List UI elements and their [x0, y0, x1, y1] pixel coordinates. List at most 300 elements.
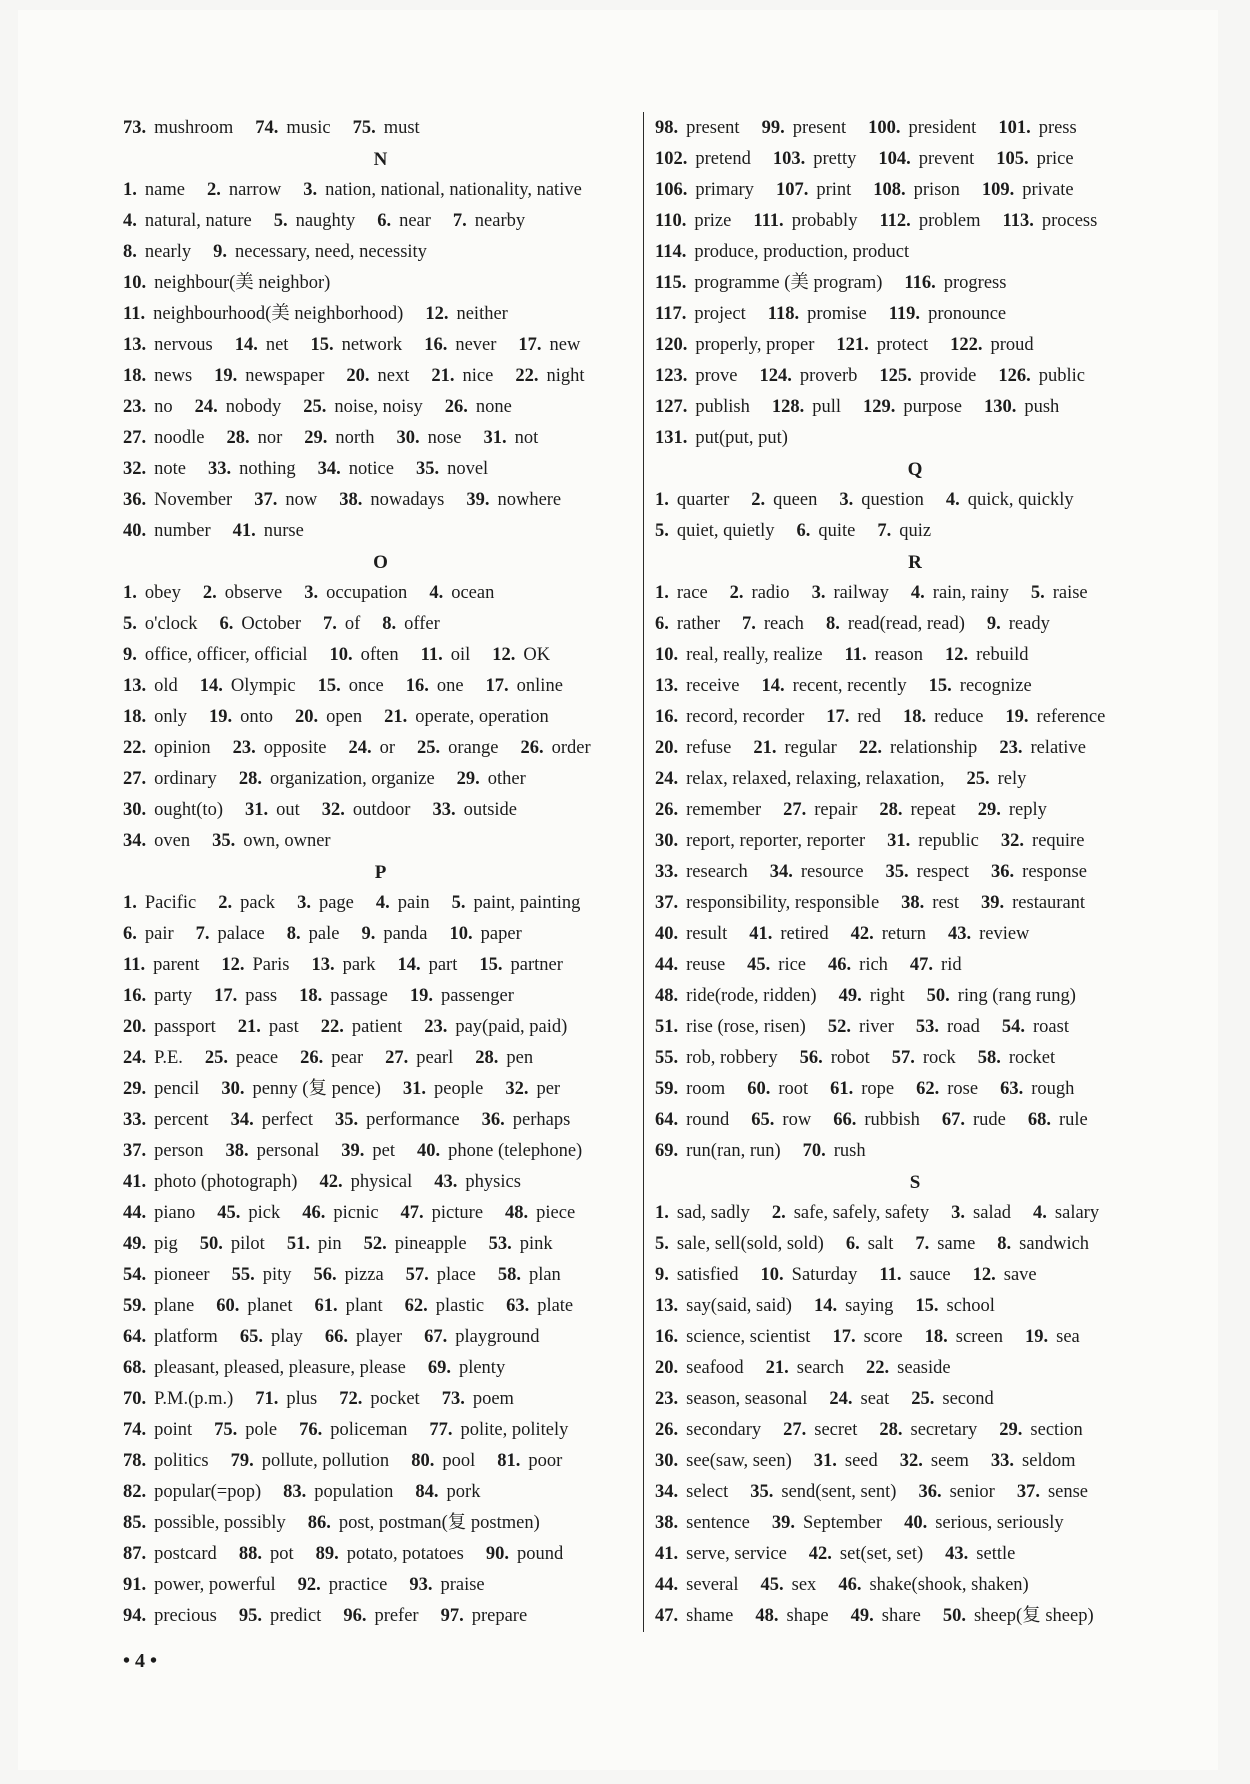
- entry-number: 25.: [911, 1389, 935, 1409]
- entry-word: online: [516, 676, 563, 696]
- vocabulary-entry: [316, 1544, 464, 1564]
- entry-number: 17.: [518, 335, 542, 355]
- entry-word: rely: [997, 769, 1027, 789]
- entry-word: pet: [372, 1141, 395, 1161]
- entry-word: score: [863, 1327, 903, 1347]
- entry-number: 30.: [655, 1451, 679, 1471]
- entry-number: 33.: [123, 1110, 147, 1130]
- vocabulary-entry: [329, 645, 398, 665]
- entry-word: second: [942, 1389, 994, 1409]
- vocabulary-entry: [833, 1110, 920, 1130]
- vocabulary-entry: [209, 707, 273, 727]
- entry-number: 78.: [123, 1451, 147, 1471]
- entry-word: rose: [947, 1079, 979, 1099]
- vocabulary-line: [123, 1601, 638, 1632]
- vocabulary-entry: [220, 614, 301, 634]
- vocabulary-entry: [911, 1389, 994, 1409]
- vocabulary-entry: [200, 676, 296, 696]
- vocabulary-line: [655, 919, 1175, 950]
- vocabulary-line: [123, 578, 638, 609]
- entry-word: restaurant: [1012, 893, 1086, 913]
- vocabulary-entry: [434, 1172, 521, 1192]
- entry-word: possible, possibly: [154, 1513, 286, 1533]
- vocabulary-entry: [195, 397, 282, 417]
- vocabulary-entry: [123, 1451, 209, 1471]
- entry-word: personal: [256, 1141, 320, 1161]
- vocabulary-entry: [255, 118, 330, 138]
- vocabulary-line: [123, 795, 638, 826]
- vocabulary-line: [655, 1291, 1175, 1322]
- entry-word: night: [546, 366, 585, 386]
- entry-number: 48.: [755, 1606, 779, 1626]
- vocabulary-entry: [123, 1265, 210, 1285]
- vocabulary-line: [123, 1136, 638, 1167]
- entry-number: 4.: [429, 583, 444, 603]
- vocabulary-entry: [945, 1544, 1015, 1564]
- vocabulary-entry: [750, 1482, 896, 1502]
- entry-word: neighbour(美 neighbor): [154, 273, 331, 293]
- vocabulary-entry: [1002, 211, 1097, 231]
- entry-word: nose: [427, 428, 462, 448]
- entry-number: 35.: [335, 1110, 359, 1130]
- vocabulary-entry: [409, 1575, 484, 1595]
- vocabulary-entry: [1033, 1203, 1099, 1223]
- entry-number: 6.: [655, 614, 669, 634]
- vocabulary-entry: [978, 1048, 1055, 1068]
- entry-word: post, postman(复 postmen): [338, 1513, 540, 1533]
- vocabulary-entry: [948, 924, 1029, 944]
- entry-number: 53.: [915, 1017, 940, 1037]
- vocabulary-entry: [903, 707, 983, 727]
- entry-number: 24.: [655, 769, 679, 789]
- vocabulary-entry: [655, 273, 882, 293]
- vocabulary-entry: [655, 1327, 810, 1347]
- entry-word: same: [937, 1234, 976, 1254]
- vocabulary-line: [655, 733, 1175, 764]
- vocabulary-line: [655, 640, 1175, 671]
- entry-word: piece: [536, 1203, 576, 1223]
- entry-number: 7.: [195, 924, 210, 944]
- vocabulary-entry: [866, 1358, 951, 1378]
- entry-word: outside: [463, 800, 518, 820]
- page-number: • 4 •: [123, 1650, 158, 1672]
- entry-number: 38.: [655, 1513, 679, 1533]
- entry-word: office, officer, official: [144, 645, 308, 665]
- entry-word: October: [241, 614, 301, 634]
- entry-number: 27.: [385, 1048, 409, 1068]
- vocabulary-entry: [973, 1265, 1037, 1285]
- vocabulary-entry: [845, 645, 923, 665]
- vocabulary-entry: [886, 862, 970, 882]
- entry-word: plan: [528, 1265, 561, 1285]
- vocabulary-line: [123, 1477, 638, 1508]
- vocabulary-line: [655, 764, 1175, 795]
- entry-number: 26.: [655, 800, 679, 820]
- entry-word: present: [686, 118, 740, 138]
- vocabulary-entry: [123, 1513, 286, 1533]
- vocabulary-entry: [809, 1544, 923, 1564]
- entry-word: read(read, read): [847, 614, 965, 634]
- vocabulary-entry: [123, 955, 199, 975]
- entry-word: people: [434, 1079, 484, 1099]
- entry-number: 25.: [966, 769, 990, 789]
- vocabulary-entry: [655, 1544, 787, 1564]
- vocabulary-entry: [879, 1420, 977, 1440]
- vocabulary-entry: [987, 614, 1050, 634]
- vocabulary-line: [123, 1260, 638, 1291]
- entry-number: 125.: [879, 366, 912, 386]
- vocabulary-line: [123, 392, 638, 423]
- vocabulary-entry: [916, 1079, 978, 1099]
- entry-word: rest: [932, 893, 959, 913]
- vocabulary-entry: [123, 180, 185, 200]
- entry-word: open: [326, 707, 363, 727]
- vocabulary-line: [123, 671, 638, 702]
- entry-word: saying: [845, 1296, 894, 1316]
- vocabulary-entry: [123, 1606, 217, 1626]
- entry-word: pound: [516, 1544, 564, 1564]
- vocabulary-line: [655, 330, 1175, 361]
- entry-number: 88.: [238, 1544, 262, 1564]
- entry-word: not: [514, 428, 539, 448]
- vocabulary-entry: [403, 1079, 483, 1099]
- entry-number: 18.: [902, 707, 927, 727]
- entry-number: 27.: [123, 428, 147, 448]
- entry-word: quick, quickly: [967, 490, 1074, 510]
- vocabulary-entry: [655, 1048, 778, 1068]
- vocabulary-entry: [836, 335, 928, 355]
- entry-number: 8.: [382, 614, 397, 634]
- entry-number: 73.: [441, 1389, 465, 1409]
- vocabulary-entry: [123, 1420, 192, 1440]
- entry-word: November: [154, 490, 233, 510]
- entry-number: 16.: [655, 1327, 679, 1347]
- vocabulary-entry: [814, 1296, 893, 1316]
- entry-word: shape: [786, 1606, 829, 1626]
- entry-word: sale, sell(sold, sold): [676, 1234, 824, 1254]
- vocabulary-entry: [123, 1575, 276, 1595]
- entry-number: 20.: [123, 1017, 147, 1037]
- vocabulary-line: [123, 950, 638, 981]
- vocabulary-entry: [424, 1017, 567, 1037]
- vocabulary-line: [123, 1012, 638, 1043]
- entry-number: 34.: [230, 1110, 254, 1130]
- entry-word: shame: [686, 1606, 734, 1626]
- entry-number: 31.: [813, 1451, 837, 1471]
- vocabulary-entry: [751, 490, 817, 510]
- entry-number: 111.: [753, 211, 784, 231]
- entry-word: row: [782, 1110, 812, 1130]
- vocabulary-entry: [321, 1017, 402, 1037]
- entry-word: review: [979, 924, 1030, 944]
- entry-number: 106.: [655, 180, 688, 200]
- entry-word: river: [858, 1017, 894, 1037]
- vocabulary-entry: [123, 676, 178, 696]
- entry-number: 50.: [942, 1606, 966, 1626]
- entry-word: share: [881, 1606, 921, 1626]
- vocabulary-line: [123, 1322, 638, 1353]
- entry-word: response: [1022, 862, 1087, 882]
- vocabulary-line: [123, 1229, 638, 1260]
- vocabulary-entry: [655, 676, 740, 696]
- entry-number: 9.: [213, 242, 227, 262]
- vocabulary-entry: [981, 893, 1085, 913]
- vocabulary-entry: [417, 738, 498, 758]
- entry-number: 42.: [319, 1172, 343, 1192]
- vocabulary-entry: [123, 366, 192, 386]
- vocabulary-entry: [655, 1017, 806, 1037]
- entry-word: pen: [506, 1048, 534, 1068]
- entry-word: receive: [686, 676, 740, 696]
- entry-word: occupation: [326, 583, 408, 603]
- entry-number: 55.: [231, 1265, 255, 1285]
- vocabulary-entry: [297, 893, 354, 913]
- vocabulary-entry: [339, 490, 444, 510]
- vocabulary-entry: [900, 1451, 969, 1471]
- vocabulary-entry: [304, 583, 407, 603]
- entry-number: 33.: [207, 459, 232, 479]
- entry-word: noise, noisy: [334, 397, 423, 417]
- vocabulary-line: [655, 1415, 1175, 1446]
- entry-number: 40.: [417, 1141, 441, 1161]
- entry-word: see(saw, seen): [686, 1451, 792, 1471]
- entry-word: red: [857, 707, 881, 727]
- entry-word: return: [881, 924, 926, 944]
- entry-number: 58.: [497, 1265, 521, 1285]
- vocabulary-entry: [240, 1327, 303, 1347]
- vocabulary-entry: [428, 1358, 505, 1378]
- vocabulary-entry: [999, 738, 1086, 758]
- entry-number: 48.: [655, 986, 679, 1006]
- entry-number: 26.: [444, 397, 468, 417]
- entry-word: physics: [465, 1172, 521, 1192]
- entry-number: 73.: [123, 118, 147, 138]
- entry-number: 34.: [655, 1482, 679, 1502]
- entry-word: price: [1036, 149, 1074, 169]
- entry-number: 45.: [217, 1203, 241, 1223]
- vocabulary-entry: [318, 459, 394, 479]
- entry-number: 25.: [303, 397, 327, 417]
- entry-word: right: [869, 986, 905, 1006]
- entry-word: planet: [247, 1296, 293, 1316]
- entry-word: record, recorder: [686, 707, 805, 727]
- entry-number: 14.: [761, 676, 785, 696]
- entry-number: 1.: [655, 583, 669, 603]
- entry-word: or: [379, 738, 396, 758]
- entry-number: 12.: [425, 304, 449, 324]
- entry-number: 64.: [655, 1110, 679, 1130]
- entry-number: 29.: [304, 428, 328, 448]
- entry-number: 40.: [904, 1513, 928, 1533]
- entry-number: 86.: [307, 1513, 331, 1533]
- entry-word: point: [154, 1420, 193, 1440]
- entry-number: 28.: [879, 800, 903, 820]
- entry-number: 41.: [123, 1172, 147, 1192]
- vocabulary-entry: [828, 955, 888, 975]
- entry-number: 94.: [123, 1606, 147, 1626]
- entry-word: pork: [446, 1482, 481, 1502]
- entry-word: race: [676, 583, 708, 603]
- vocabulary-entry: [411, 1451, 475, 1471]
- entry-word: Paris: [252, 955, 290, 975]
- entry-number: 38.: [225, 1141, 249, 1161]
- vocabulary-entry: [749, 924, 828, 944]
- vocabulary-entry: [814, 1451, 878, 1471]
- entry-number: 1.: [123, 180, 137, 200]
- vocabulary-line: [123, 764, 638, 795]
- vocabulary-entry: [506, 1296, 573, 1316]
- entry-number: 20.: [655, 738, 679, 758]
- entry-word: popular(=pop): [154, 1482, 262, 1502]
- entry-number: 43.: [947, 924, 972, 944]
- vocabulary-entry: [425, 304, 508, 324]
- vocabulary-entry: [929, 676, 1032, 696]
- vocabulary-line: [123, 299, 638, 330]
- entry-number: 117.: [655, 304, 687, 324]
- entry-word: panda: [383, 924, 428, 944]
- entry-number: 93.: [409, 1575, 433, 1595]
- entry-word: praise: [440, 1575, 485, 1595]
- entry-word: seafood: [686, 1358, 744, 1378]
- vocabulary-entry: [770, 862, 864, 882]
- vocabulary-entry: [812, 583, 889, 603]
- vocabulary-entry: [200, 1234, 265, 1254]
- entry-number: 57.: [405, 1265, 429, 1285]
- vocabulary-line: [655, 826, 1175, 857]
- entry-number: 123.: [655, 366, 688, 386]
- entry-word: note: [154, 459, 186, 479]
- vocabulary-entry: [655, 1358, 744, 1378]
- entry-number: 23.: [999, 738, 1023, 758]
- vocabulary-entry: [233, 738, 327, 758]
- entry-number: 4.: [123, 211, 137, 231]
- entry-number: 49.: [838, 986, 862, 1006]
- vocabulary-entry: [655, 893, 879, 913]
- vocabulary-entry: [397, 955, 457, 975]
- entry-word: performance: [366, 1110, 460, 1130]
- entry-word: out: [276, 800, 300, 820]
- entry-word: responsibility, responsible: [686, 893, 880, 913]
- entry-number: 15.: [928, 676, 952, 696]
- entry-word: protect: [876, 335, 929, 355]
- entry-number: 16.: [655, 707, 679, 727]
- entry-word: section: [1030, 1420, 1083, 1440]
- entry-number: 130.: [983, 397, 1017, 417]
- entry-number: 25.: [417, 738, 441, 758]
- vocabulary-entry: [832, 1327, 902, 1347]
- entry-word: policeman: [330, 1420, 408, 1440]
- entry-number: 35.: [415, 459, 440, 479]
- entry-number: 115.: [655, 273, 687, 293]
- entry-number: 23.: [232, 738, 256, 758]
- entry-number: 43.: [434, 1172, 458, 1192]
- vocabulary-entry: [213, 242, 427, 262]
- entry-word: probably: [791, 211, 858, 231]
- entry-word: room: [686, 1079, 726, 1099]
- entry-word: part: [428, 955, 458, 975]
- vocabulary-entry: [406, 676, 464, 696]
- entry-number: 60.: [216, 1296, 240, 1316]
- entry-word: satisfied: [676, 1265, 739, 1285]
- vocabulary-entry: [239, 1544, 294, 1564]
- vocabulary-entry: [655, 1110, 729, 1130]
- vocabulary-entry: [319, 1172, 412, 1192]
- entry-word: rule: [1058, 1110, 1088, 1130]
- vocabulary-line: [123, 1508, 638, 1539]
- entry-word: nearly: [144, 242, 192, 262]
- entry-word: polite, politely: [460, 1420, 569, 1440]
- vocabulary-entry: [123, 893, 196, 913]
- entry-word: rock: [922, 1048, 956, 1068]
- vocabulary-entry: [996, 149, 1073, 169]
- entry-word: pronounce: [928, 304, 1007, 324]
- vocabulary-entry: [421, 645, 471, 665]
- entry-word: often: [360, 645, 399, 665]
- vocabulary-entry: [123, 1296, 194, 1316]
- entry-number: 24.: [348, 738, 372, 758]
- entry-word: only: [154, 707, 188, 727]
- entry-word: round: [686, 1110, 730, 1130]
- entry-number: 21.: [384, 707, 408, 727]
- vocabulary-line: [123, 206, 638, 237]
- entry-number: 47.: [400, 1203, 424, 1223]
- vocabulary-line: [123, 1105, 638, 1136]
- vocabulary-entry: [655, 614, 720, 634]
- entry-number: 49.: [123, 1234, 147, 1254]
- right-column: [655, 113, 1175, 1632]
- entry-number: 62.: [916, 1079, 940, 1099]
- vocabulary-line: [123, 1570, 638, 1601]
- entry-number: 17.: [832, 1327, 856, 1347]
- entry-number: 41.: [655, 1544, 679, 1564]
- vocabulary-entry: [212, 831, 330, 851]
- vocabulary-line: [655, 795, 1175, 826]
- entry-word: research: [686, 862, 748, 882]
- vocabulary-entry: [302, 1203, 378, 1223]
- vocabulary-line: [655, 1446, 1175, 1477]
- vocabulary-line: [655, 1539, 1175, 1570]
- entry-number: 118.: [767, 304, 800, 324]
- vocabulary-entry: [484, 428, 539, 448]
- entry-number: 50.: [199, 1234, 223, 1254]
- vocabulary-entry: [303, 180, 582, 200]
- entry-word: rope: [861, 1079, 895, 1099]
- vocabulary-entry: [314, 1265, 384, 1285]
- entry-number: 10.: [655, 645, 679, 665]
- entry-number: 36.: [918, 1482, 942, 1502]
- entry-number: 24.: [123, 1048, 147, 1068]
- entry-number: 24.: [829, 1389, 853, 1409]
- vocabulary-entry: [925, 1327, 1003, 1347]
- vocabulary-line: [123, 330, 638, 361]
- vocabulary-entry: [904, 273, 1006, 293]
- left-column: [123, 113, 638, 1632]
- vocabulary-entry: [196, 924, 265, 944]
- entry-number: 32.: [321, 800, 345, 820]
- entry-word: peace: [236, 1048, 279, 1068]
- vocabulary-line: [655, 1322, 1175, 1353]
- vocabulary-entry: [655, 924, 727, 944]
- entry-number: 69.: [427, 1358, 451, 1378]
- vocabulary-line: [655, 1508, 1175, 1539]
- vocabulary-line: [123, 1198, 638, 1229]
- vocabulary-entry: [730, 583, 790, 603]
- entry-number: 21.: [765, 1358, 789, 1378]
- vocabulary-entry: [218, 893, 275, 913]
- entry-number: 28.: [475, 1048, 499, 1068]
- entry-number: 1.: [123, 583, 137, 603]
- entry-word: perhaps: [512, 1110, 571, 1130]
